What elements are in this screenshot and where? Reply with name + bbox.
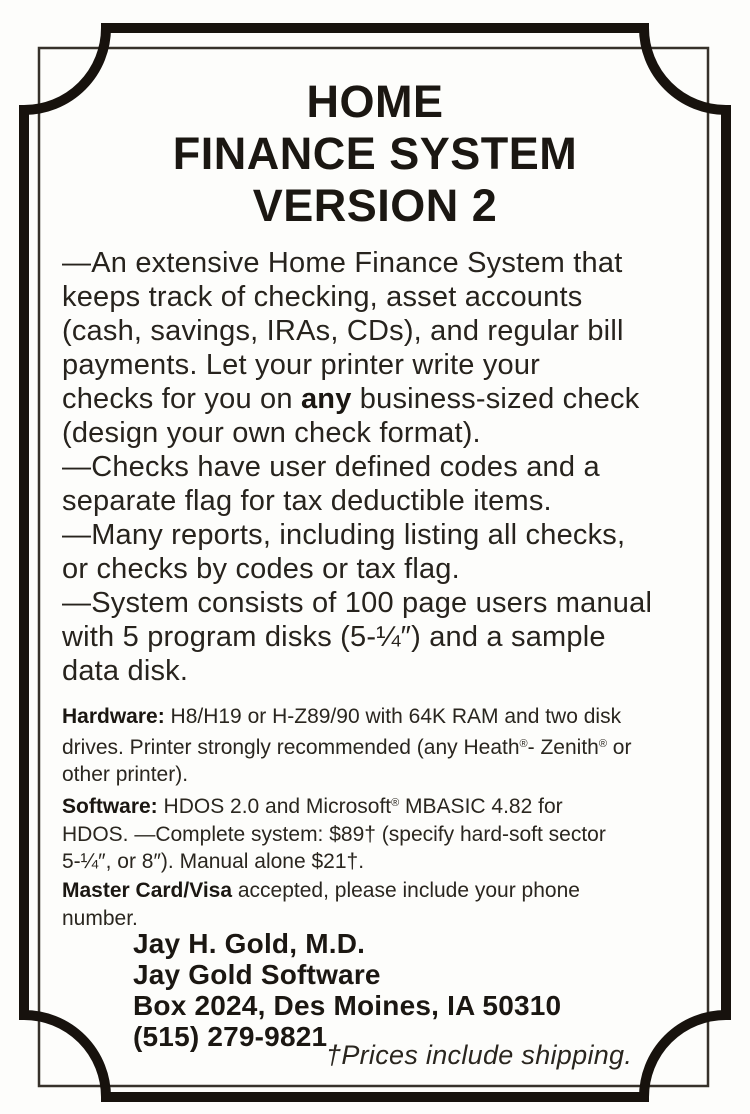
payment-section — [62, 877, 580, 932]
contact-address: Box 2024, Des Moines, IA 50310 — [133, 990, 562, 1021]
body-line: (cash, savings, IRAs, CDs), and regular bill — [62, 315, 624, 347]
hardware-text: or — [606, 735, 632, 759]
hardware-section — [62, 703, 631, 789]
payment-text: accepted, please include your phone — [232, 879, 580, 902]
contact-name: Jay H. Gold, M.D. — [133, 928, 366, 959]
ad-body — [62, 246, 652, 688]
body-text: business-sized check — [351, 383, 640, 415]
body-text: checks for you on — [62, 383, 301, 415]
body-line: (design your own check format). — [62, 417, 481, 449]
body-line: separate flag for tax deductible items. — [62, 485, 552, 517]
software-line-3: 5-¼″, or 8″). Manual alone $21†. — [62, 850, 365, 873]
body-line: data disk. — [62, 655, 189, 687]
body-line: keeps track of checking, asset accounts — [62, 281, 583, 313]
body-line: or checks by codes or tax flag. — [62, 553, 460, 585]
body-line: —Checks have user defined codes and a — [62, 451, 600, 483]
hardware-line-1 — [62, 703, 631, 731]
registered-trademark-symbol: ® — [598, 737, 607, 750]
body-line: —Many reports, including listing all checks, — [62, 519, 626, 551]
hardware-label: Hardware: — [62, 705, 165, 728]
payment-line-1 — [62, 877, 580, 905]
contact-block — [133, 928, 561, 1052]
hardware-text: drives. Printer strongly recommended (any Heath — [62, 735, 520, 759]
software-text: HDOS 2.0 and Microsoft — [157, 795, 392, 818]
payment-methods-label: Master Card/Visa — [62, 879, 233, 902]
software-label: Software: — [62, 795, 158, 818]
contact-company: Jay Gold Software — [133, 959, 381, 990]
software-line-2: HDOS. —Complete system: $89† (specify hard-soft sector — [62, 822, 606, 846]
registered-trademark-symbol: ® — [519, 737, 528, 750]
software-text: MBASIC 4.82 for — [399, 795, 563, 818]
software-line-1 — [62, 790, 606, 821]
software-section — [62, 790, 606, 876]
title-line-1: HOME — [306, 76, 444, 127]
body-line: payments. Let your printer write your — [62, 349, 541, 381]
hardware-text: H8/H19 or H-Z89/90 with 64K RAM and two disk — [164, 705, 622, 728]
body-line: —System consists of 100 page users manual — [62, 587, 653, 619]
body-line: with 5 program disks (5-¼″) and a sample — [62, 621, 606, 653]
price-footnote: †Prices include shipping. — [326, 1040, 633, 1070]
hardware-text: - Zenith — [527, 735, 599, 759]
ad-title — [45, 76, 705, 232]
payment-line-2: number. — [62, 906, 138, 930]
title-line-2: FINANCE SYSTEM — [172, 128, 578, 179]
hardware-line-2 — [62, 731, 631, 762]
hardware-line-3: other printer). — [62, 763, 189, 786]
registered-trademark-symbol: ® — [391, 797, 400, 809]
body-line — [62, 382, 652, 416]
body-line: —An extensive Home Finance System that — [62, 247, 623, 279]
title-line-3: VERSION 2 — [252, 180, 498, 231]
emphasis-any: any — [300, 383, 352, 415]
contact-phone: (515) 279-9821 — [133, 1021, 328, 1052]
